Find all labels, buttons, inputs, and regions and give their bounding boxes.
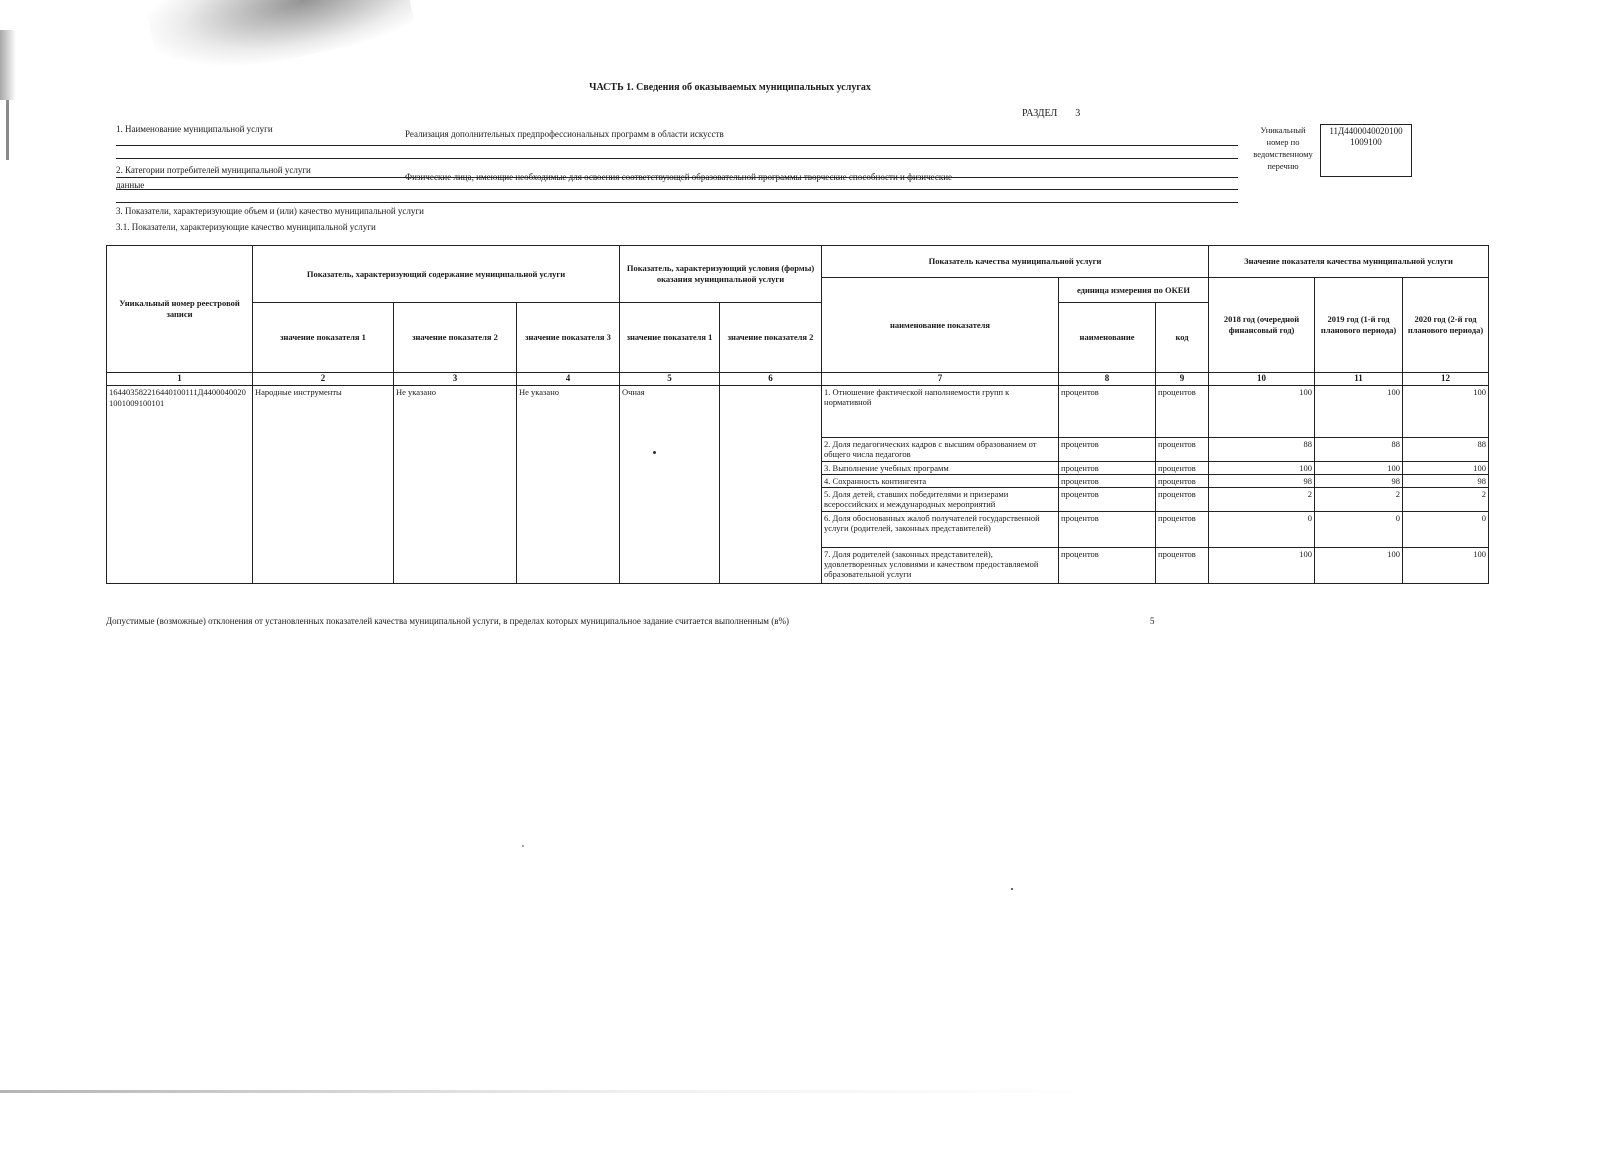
indicator-2020: 100 [1403, 548, 1489, 584]
consumers-underline-3 [116, 202, 1238, 203]
header-year-2020: 2020 год (2-й год планового периода) [1403, 278, 1489, 373]
header-value-2: значение показателя 2 [394, 303, 517, 373]
unique-record-number: 164403582216440100111Д44000400201001009100101 [107, 386, 253, 584]
header-okei-name: наименование [1059, 303, 1156, 373]
consumers-label: 2. Категории потребителей муниципальной услуги [116, 165, 311, 175]
indicator-name: 3. Выполнение учебных программ [822, 462, 1059, 475]
section-number: 3 [1075, 108, 1081, 119]
section-label: РАЗДЕЛ [1022, 108, 1058, 119]
indicator-name: 5. Доля детей, ставших победителями и призерами всероссийских и международных мероприятий [822, 488, 1059, 512]
indicator-code: процентов [1156, 438, 1209, 462]
column-number: 7 [822, 373, 1059, 386]
indicator-2018: 2 [1209, 488, 1315, 512]
header-okei-unit: единица измерения по ОКЕИ [1059, 278, 1209, 303]
indicator-2020: 88 [1403, 438, 1489, 462]
indicator-2020: 98 [1403, 475, 1489, 488]
indicator-name: 4. Сохранность контингента [822, 475, 1059, 488]
indicator-2020: 100 [1403, 462, 1489, 475]
page-title: ЧАСТЬ 1. Сведения об оказываемых муниципальных услугах [589, 82, 871, 93]
indicator-code: процентов [1156, 488, 1209, 512]
indicator-2018: 100 [1209, 462, 1315, 475]
consumers-value: Физические лица, имеющие необходимые для освоения соответствующей образовательной программы творческие способности и физические [405, 172, 953, 182]
deviation-text: Допустимые (возможные) отклонения от установленных показателей качества муниципальной услуги, в пределах которых муниципальное задание считается выполненным (в%) [106, 616, 789, 626]
indicator-unit: процентов [1059, 475, 1156, 488]
column-number: 2 [253, 373, 394, 386]
column-number: 3 [394, 373, 517, 386]
scan-speck [522, 845, 524, 847]
consumers-value-cont: данные [116, 180, 145, 190]
indicator-code: процентов [1156, 512, 1209, 548]
indicator-unit: процентов [1059, 512, 1156, 548]
header-quality-value: Значение показателя качества муниципальной услуги [1209, 246, 1489, 278]
quality-heading: 3.1. Показатели, характеризующие качество муниципальной услуги [116, 222, 376, 232]
indicator-2019: 100 [1315, 548, 1403, 584]
indicator-2020: 100 [1403, 386, 1489, 438]
service-name-label: 1. Наименование муниципальной услуги [116, 124, 273, 134]
header-value-1: значение показателя 1 [253, 303, 394, 373]
indicator-code: процентов [1156, 548, 1209, 584]
registry-number-line2: 1009100 [1350, 137, 1382, 147]
header-indicator-name: наименование показателя [822, 278, 1059, 373]
indicator-name: 1. Отношение фактической наполняемости групп к нормативной [822, 386, 1059, 438]
indicator-unit: процентов [1059, 386, 1156, 438]
table-row [107, 386, 1489, 438]
header-quality-indicator: Показатель качества муниципальной услуги [822, 246, 1209, 278]
indicator-code: процентов [1156, 386, 1209, 438]
indicator-code: процентов [1156, 475, 1209, 488]
column-number: 5 [620, 373, 720, 386]
indicator-name: 6. Доля обоснованных жалоб получателей государственной услуги (родителей, законных представителей) [822, 512, 1059, 548]
indicator-unit: процентов [1059, 438, 1156, 462]
deviation-value: 5 [1150, 616, 1155, 626]
service-name-underline-2 [116, 158, 1238, 159]
column-number: 12 [1403, 373, 1489, 386]
scan-shadow [143, 0, 416, 86]
column-number: 10 [1209, 373, 1315, 386]
column-number: 1 [107, 373, 253, 386]
header-cond-value-1: значение показателя 1 [620, 303, 720, 373]
indicator-2019: 0 [1315, 512, 1403, 548]
registry-number-box [1320, 124, 1412, 177]
header-unique-record: Уникальный номер реестровой записи [107, 246, 253, 373]
scan-edge-mark [6, 100, 9, 160]
record-value-3: Не указано [517, 386, 620, 584]
column-number: 6 [720, 373, 822, 386]
service-name-value: Реализация дополнительных предпрофессиональных программ в области искусств [405, 129, 724, 139]
service-name-underline [116, 145, 1238, 146]
indicator-2018: 100 [1209, 386, 1315, 438]
header-value-3: значение показателя 3 [517, 303, 620, 373]
indicator-2019: 98 [1315, 475, 1403, 488]
registry-label: Уникальный номер по ведомственному перечню [1253, 125, 1313, 171]
quality-indicators-table [106, 245, 1489, 584]
indicators-heading: 3. Показатели, характеризующие объем и (или) качество муниципальной услуги [116, 206, 424, 216]
indicator-2018: 88 [1209, 438, 1315, 462]
column-number: 9 [1156, 373, 1209, 386]
header-okei-code: код [1156, 303, 1209, 373]
header-year-2018: 2018 год (очередной финансовый год) [1209, 278, 1315, 373]
indicator-2019: 88 [1315, 438, 1403, 462]
consumers-underline [116, 177, 1238, 178]
header-content-indicator: Показатель, характеризующий содержание муниципальной услуги [253, 246, 620, 303]
record-value-2: Не указано [394, 386, 517, 584]
column-numbers-row [107, 373, 1489, 386]
record-cond-value-2 [720, 386, 822, 584]
indicator-unit: процентов [1059, 488, 1156, 512]
consumers-underline-2 [116, 189, 1238, 190]
indicator-name: 7. Доля родителей (законных представителей), удовлетворенных условиями и качеством предоставляемой образовательной услуги [822, 548, 1059, 584]
column-number: 8 [1059, 373, 1156, 386]
indicator-2018: 98 [1209, 475, 1315, 488]
indicator-code: процентов [1156, 462, 1209, 475]
scan-bottom-noise [0, 1090, 1600, 1093]
indicator-2019: 100 [1315, 462, 1403, 475]
indicator-unit: процентов [1059, 548, 1156, 584]
registry-number-line1: 11Д4400040020100 [1329, 126, 1403, 136]
indicator-2019: 100 [1315, 386, 1403, 438]
column-number: 11 [1315, 373, 1403, 386]
indicator-unit: процентов [1059, 462, 1156, 475]
header-conditions-indicator: Показатель, характеризующий условия (формы) оказания муниципальной услуги [620, 246, 822, 303]
indicator-2019: 2 [1315, 488, 1403, 512]
header-cond-value-2: значение показателя 2 [720, 303, 822, 373]
indicator-2020: 2 [1403, 488, 1489, 512]
scan-speck [1011, 888, 1013, 890]
column-number: 4 [517, 373, 620, 386]
record-cond-value-1: Очная [620, 386, 720, 584]
indicator-2018: 100 [1209, 548, 1315, 584]
indicator-2018: 0 [1209, 512, 1315, 548]
indicator-name: 2. Доля педагогических кадров с высшим образованием от общего числа педагогов [822, 438, 1059, 462]
header-year-2019: 2019 год (1-й год планового периода) [1315, 278, 1403, 373]
record-value-1: Народные инструменты [253, 386, 394, 584]
indicator-2020: 0 [1403, 512, 1489, 548]
section-header [1022, 108, 1080, 119]
